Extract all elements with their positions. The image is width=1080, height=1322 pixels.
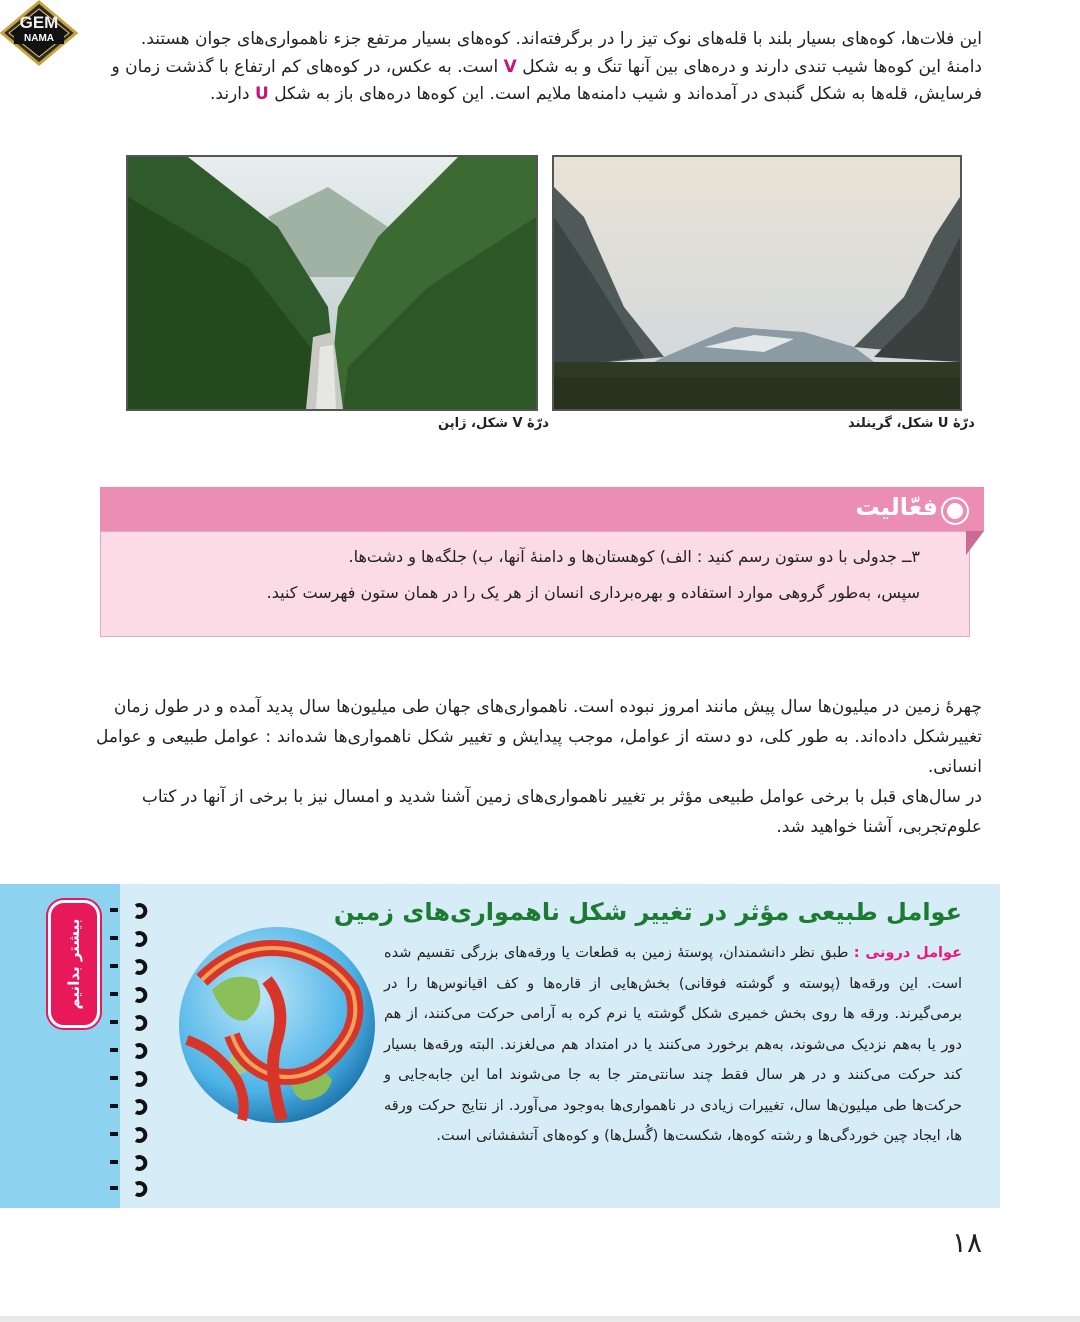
activity-line-1: ۳ــ جدولی با دو ستون رسم کنید : الف) کوهستان‌ها و دامنهٔ آنها، ب) جلگه‌ها و دشت‌ها. — [348, 547, 920, 566]
learn-more-badge-text: بیشتر بدانیم — [65, 918, 83, 1010]
logo-main-text: GEM — [19, 13, 59, 32]
activity-bullet-icon — [943, 499, 967, 523]
v-valley-photo — [126, 155, 538, 411]
intro-line-1: این فلات‌ها، کوه‌های بسیار بلند با قله‌های نوک تیز را در برگرفته‌اند. کوه‌های بسیار مرتفع جزء ناهمواری‌های جوان هستند. — [140, 29, 982, 49]
u-valley-photo — [552, 155, 962, 411]
v-valley-caption: درّهٔ V شکل، ژاپن — [438, 416, 549, 431]
bottom-divider — [0, 1316, 1080, 1322]
learn-more-text — [384, 938, 962, 1152]
page-number: ۱۸ — [951, 1226, 982, 1259]
internal-factors-subtitle: عوامل درونی : — [853, 945, 963, 961]
intro-line-3: فرسایش، قله‌ها به شکل گنبدی در آمده‌اند و شیب دامنه‌ها ملایم است. این کوه‌ها دره‌های باز به شکل U دارند. — [210, 84, 982, 104]
intro-paragraph — [96, 26, 982, 109]
intro-line-2: دامنهٔ این کوه‌ها شیب تندی دارند و دره‌های بین آنها تنگ و به شکل V است. به عکس، در کوه‌های کم ارتفاع با گذشت زمان و — [111, 56, 982, 77]
activity-title: فعّالیت — [855, 493, 938, 521]
gem-nama-logo — [0, 0, 78, 66]
activity-line-2: سپس، به‌طور گروهی موارد استفاده و بهره‌برداری انسان از هر یک را در همان ستون فهرست کنید. — [266, 583, 920, 602]
body-line-4: علوم‌تجربی، آشنا خواهید شد. — [776, 817, 982, 837]
body-line-3: در سال‌های قبل با برخی عوامل طبیعی مؤثر بر تغییر ناهمواری‌های زمین آشنا شدید و امسال نیز با برخی از آنها در کتاب — [141, 787, 982, 807]
learn-more-text-rest: شده است. این ورقه‌ها (پوسته و گوشته فوقانی) بخش‌هایی از قاره‌ها و کف اقیانوس‌ها را در برمی‌گیرند. ورقه ها روی بخش خمیری شکل گوشته یا نرم کره به آرامی حرکت می‌کنند، از هم دور یا به‌هم نزدیک می‌شوند، به‌هم برخورد می‌کنند یا در امتداد هم می‌لغزند. البته ورقه‌ها بسیار کند حرکت می‌کنند و در هر سال فقط چند سانتی‌متر جا به جا می‌شوند اما این جابه‌جایی و حرکت‌ها طی میلیون‌ها سال، تغییرات زیادی در ناهمواری‌ها به‌وجود می‌آورد. از نتایج حرکت ورقه ها، ایجاد چین خوردگی‌ها و رشته کوه‌ها، شکست‌ها (گُسل‌ها) و کوه‌های آتشفشانی است. — [384, 945, 962, 1144]
v-letter: V — [503, 56, 517, 77]
learn-more-text-start: طبق نظر دانشمندان، پوستهٔ زمین به قطعات یا ورقه‌های بزرگی تقسیم — [416, 945, 849, 961]
activity-fold-icon — [966, 531, 984, 555]
learn-more-badge — [48, 900, 100, 1028]
activity-header-band — [100, 487, 984, 531]
u-valley-caption: درّهٔ U شکل، گرینلند — [848, 416, 975, 431]
u-letter: U — [254, 84, 269, 104]
body-paragraph — [96, 692, 982, 842]
learn-more-title: عوامل طبیعی مؤثر در تغییر شکل ناهمواری‌های زمین — [333, 898, 962, 926]
body-line-1: چهرهٔ زمین در میلیون‌ها سال پیش مانند امروز نبوده است. ناهمواری‌های جهان طی میلیون‌ها سال پدید آمده و در طول زمان — [113, 697, 982, 717]
logo-sub-text: NAMA — [14, 33, 64, 44]
spiral-binding-icon — [100, 900, 152, 1200]
tectonic-plates-globe-icon — [172, 920, 382, 1130]
body-line-2: تغییرشکل داده‌اند. به طور کلی، دو دسته از عوامل، موجب پیدایش و تغییر شکل ناهمواری‌ها شده‌اند : عوامل طبیعی و عوامل انسانی. — [96, 727, 982, 777]
